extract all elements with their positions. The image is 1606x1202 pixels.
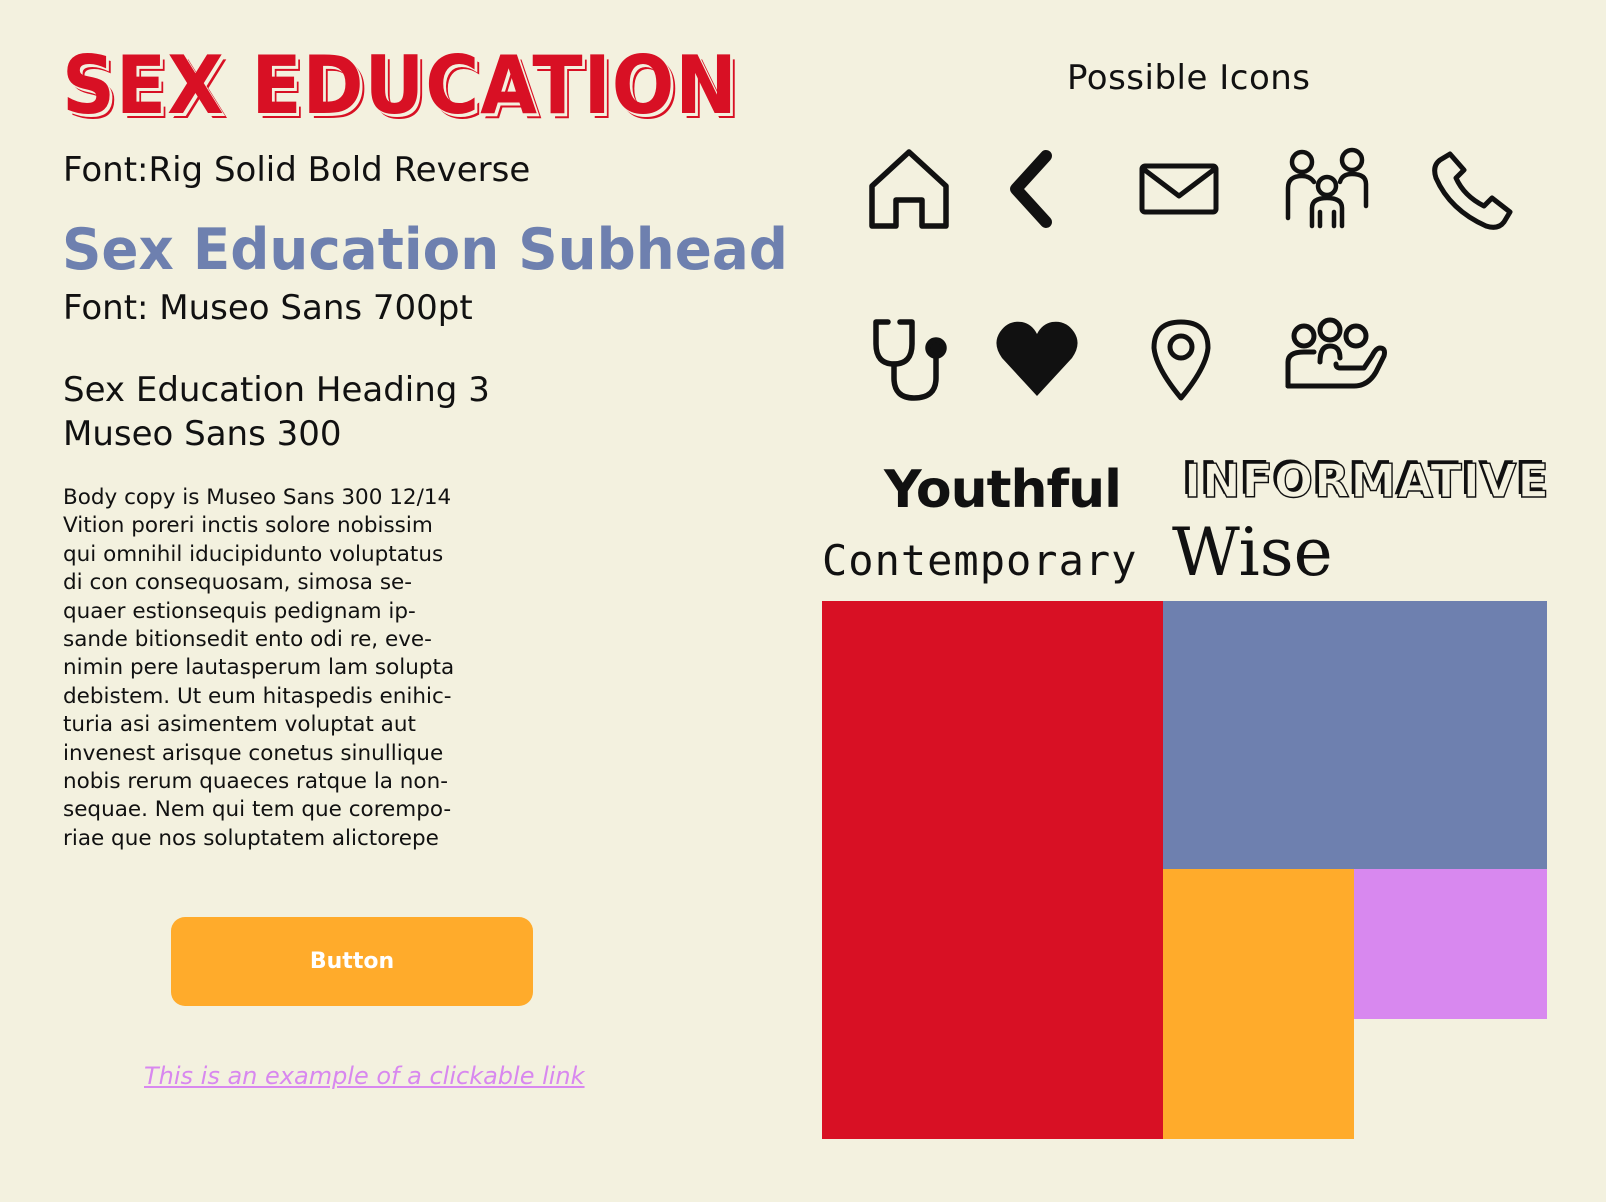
body-line: nimin pere lautasperum lam solupta [63,655,455,681]
body-line: qui omnihil iducipidunto voluptatus [63,541,444,567]
body-line: sande bitionsedit ento odi re, eve- [63,627,432,653]
body-line: invenest arisque conetus sinullique [63,740,444,766]
community-hand-icon [1284,316,1390,402]
sample-button[interactable]: Button [171,917,533,1006]
sample-link[interactable]: This is an example of a clickable link [144,1062,585,1090]
body-line: debistem. Ut eum hitaspedis enihic- [63,683,452,709]
mood-word-informative: INFORMATIVE [1184,454,1550,508]
body-line: nobis rerum quaeces ratque la non- [63,769,448,795]
mood-word-contemporary: Contemporary [822,536,1138,585]
body-line: Vition poreri inctis solore nobissim [63,513,433,539]
heading3-font-caption: Museo Sans 300 [63,414,342,454]
subhead-sample: Sex Education Subhead [62,217,788,283]
home-icon [866,146,952,232]
body-line: riae que nos soluptatem alictorepe [63,825,439,851]
body-line: sequae. Nem qui tem que corempo- [63,797,452,823]
title-font-caption: Font:Rig Solid Bold Reverse [63,150,531,190]
subhead-font-caption: Font: Museo Sans 700pt [63,288,473,328]
icons-heading: Possible Icons [1067,58,1311,98]
location-pin-icon [1138,316,1224,402]
swatch-lilac [1354,869,1547,1019]
body-copy [63,484,483,853]
mail-icon [1138,146,1224,232]
phone-icon [1430,146,1516,232]
body-line: quaer estionsequis pedignam ip- [63,598,416,624]
heading3-sample [63,368,490,456]
swatch-slate-blue [1163,601,1547,869]
stethoscope-icon [866,316,952,402]
body-line: di con consequosam, simosa se- [63,570,413,596]
brand-title: SEX EDUCATION [62,39,738,132]
swatch-red [822,601,1163,1139]
heading3-line: Sex Education Heading 3 [63,370,490,410]
family-icon [1284,146,1370,232]
mood-word-youthful: Youthful [884,460,1121,520]
heart-icon [994,316,1080,402]
body-line: Body copy is Museo Sans 300 12/14 [63,485,452,510]
body-line: turia asi asimentem voluptat aut [63,712,416,738]
back-chevron-icon [994,146,1080,232]
swatch-orange [1163,869,1354,1139]
mood-word-wise: Wise [1172,514,1333,591]
